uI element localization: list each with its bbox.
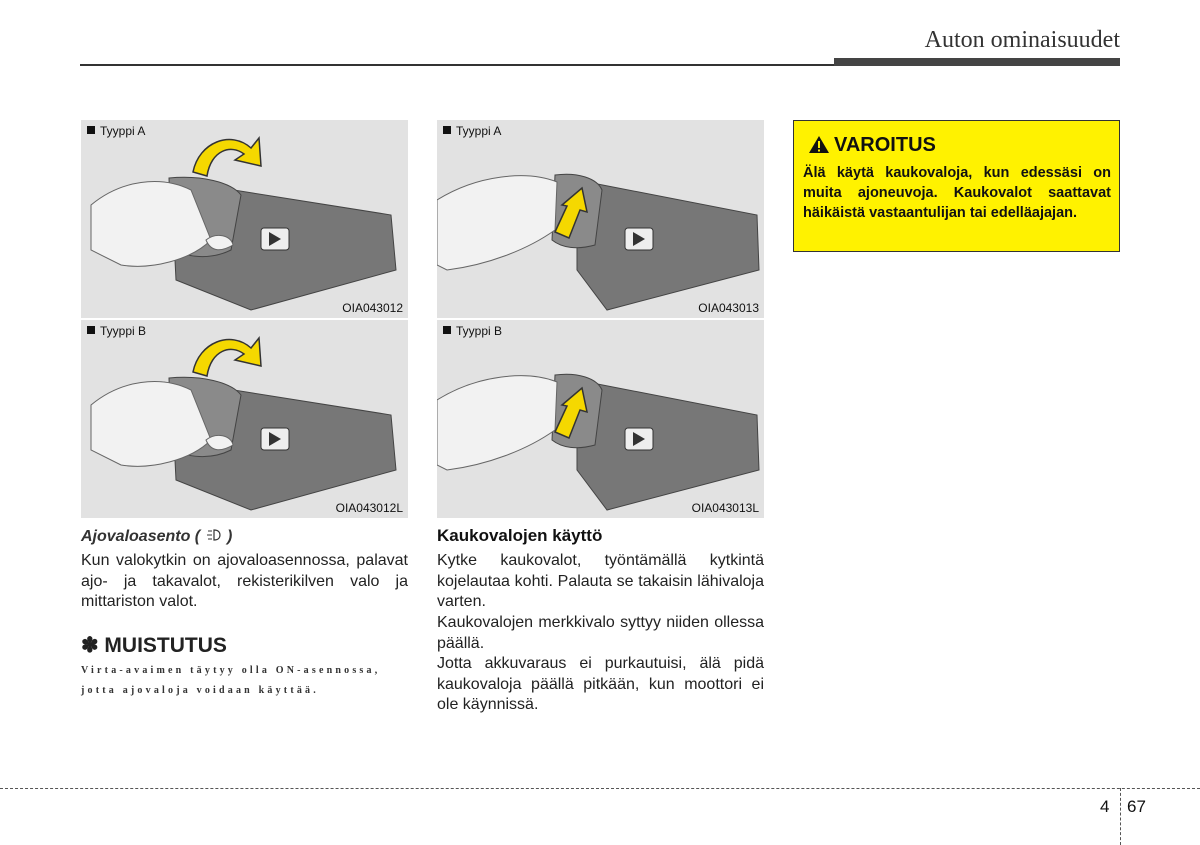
figure-code: OIA043013 <box>698 301 759 315</box>
figure-label: Tyyppi A <box>443 124 501 138</box>
headlight-symbol-icon <box>206 528 222 542</box>
headlight-position-heading: Ajovaloasento ( ) <box>81 528 233 545</box>
figure-code: OIA043012 <box>342 301 403 315</box>
figure-type-b-headlight-position <box>81 320 408 518</box>
running-header: Auton ominaisuudet <box>924 27 1120 53</box>
header-bar <box>834 58 1120 66</box>
high-beam-paragraph-1: Kytke kaukovalot, työntämällä kytkintä kojelautaa kohti. Palauta se takaisin lähivaloja varten. <box>437 552 764 610</box>
figure-label: Tyyppi A <box>87 124 145 138</box>
stalk-push-illustration <box>437 120 764 318</box>
note-body: Virta-avaimen täytyy olla ON-asennossa, jotta ajovaloja voidaan käyttää. <box>81 665 381 696</box>
chapter-number: 4 <box>1100 797 1110 816</box>
high-beam-heading: Kaukovalojen käyttö <box>437 526 603 545</box>
figure-code: OIA043013L <box>691 501 759 515</box>
note-title: ✽ MUISTUTUS <box>81 634 227 657</box>
figure-type-a-high-beam <box>437 120 764 318</box>
high-beam-paragraph-2: Kaukovalojen merkkivalo syttyy niiden ollessa päällä. <box>437 614 764 652</box>
page-number: 67 <box>1127 797 1146 816</box>
high-beam-paragraph-3: Jotta akkuvaraus ei purkautuisi, älä pidä kaukovaloja päällä pitkään, kun moottori ei ole käynnissä. <box>437 655 764 713</box>
stalk-rotate-illustration <box>81 320 408 518</box>
warning-box <box>793 120 1120 252</box>
figure-label: Tyyppi B <box>87 324 146 338</box>
figure-label: Tyyppi B <box>443 324 502 338</box>
stalk-push-illustration <box>437 320 764 518</box>
footer-divider <box>1120 788 1121 845</box>
warning-triangle-icon <box>808 135 830 154</box>
headlight-position-paragraph: Kun valokytkin on ajovaloasennossa, palavat ajo- ja takavalot, rekisterikilven valo ja mittariston valot. <box>81 552 408 610</box>
warning-body: Älä käytä kaukovaloja, kun edessäsi on muita ajoneuvoja. Kaukovalot saattavat häikäistä vastaantulijan tai edelläajajan. <box>803 165 1111 221</box>
figure-type-b-high-beam <box>437 320 764 518</box>
stalk-rotate-illustration <box>81 120 408 318</box>
figure-type-a-headlight-position <box>81 120 408 318</box>
footer-rule <box>0 788 1200 789</box>
warning-title: VAROITUS <box>834 134 936 156</box>
figure-code: OIA043012L <box>335 501 403 515</box>
